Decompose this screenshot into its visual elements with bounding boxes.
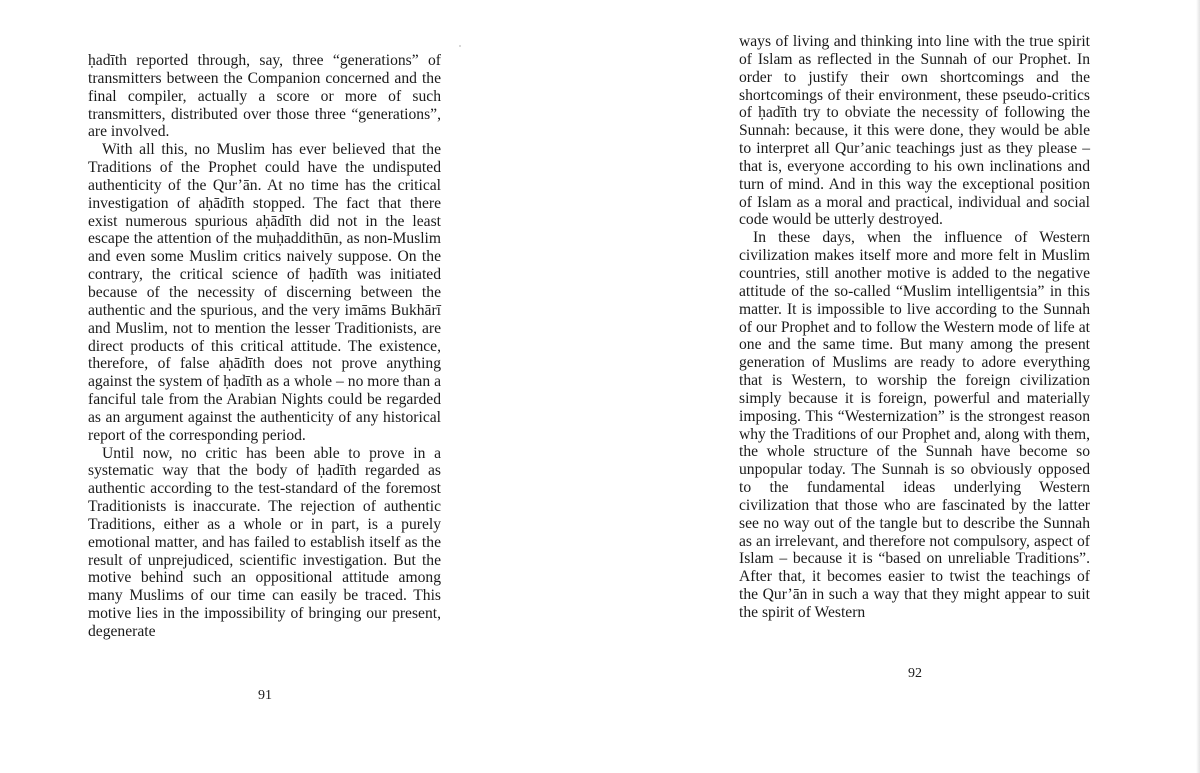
right-page-text xyxy=(739,33,1090,622)
right-page xyxy=(600,0,1200,773)
right-paragraph-2: In these days, when the influence of Western civilization makes itself more and more felt in Muslim countries, still another motive is added to the negative attitude of the so-called “Muslim intelligentsia” in this matter. It is impossible to live according to the Sunnah of our Prophet and to follow the Western mode of life at one and the same time. But many among the present generation of Muslims are ready to adore everything that is Western, to worship the foreign civilization simply because it is foreign, powerful and materially imposing. This “Westernization” is the strongest reason why the Traditions of our Prophet and, along with them, the whole structure of the Sunnah have become so unpopular today. The Sunnah is so obviously opposed to the fundamental ideas underlying Western civilization that those who are fascinated by the latter see no way out of the tangle but to describe the Sunnah as an irrelevant, and therefore not compulsory, aspect of Islam – because it is “based on unreliable Traditions”. After that, it becomes easier to twist the teachings of the Qur’ān in such a way that they might appear to suit the spirit of Western xyxy=(739,229,1090,621)
paper-speck xyxy=(459,45,461,47)
page-edge-shadow xyxy=(1196,0,1200,773)
right-paragraph-1: ways of living and thinking into line with the true spirit of Islam as reflected in the Sunnah of our Prophet. In order to justify their own shortcomings and the shortcomings of their environment, these pseudo-critics of ḥadīth try to obviate the necessity of following the Sunnah: because, it this were done, they would be able to interpret all Qur’anic teachings just as they please – that is, everyone according to his own inclinations and turn of mind. And in this way the exceptional position of Islam as a moral and practical, individual and social code would be utterly destroyed. xyxy=(739,33,1090,229)
left-page-number: 91 xyxy=(258,688,272,703)
left-paragraph-3: Until now, no critic has been able to prove in a systematic way that the body of ḥadīth regarded as authentic according to the test-standard of the foremost Traditionists is inaccurate. The rejection of authentic Traditions, either as a whole or in part, is a purely emotional matter, and has failed to establish itself as the result of unprejudiced, scientific investigation. But the motive behind such an oppositional attitude among many Muslims of our time can easily be traced. This motive lies in the impossibility of bringing our present, degenerate xyxy=(88,444,441,640)
left-page-text xyxy=(88,52,441,641)
left-paragraph-2: With all this, no Muslim has ever believed that the Traditions of the Prophet could have the undisputed authenticity of the Qur’ān. At no time has the critical investigation of aḥādīth stopped. The fact that there exist numerous spurious aḥādīth did not in the least escape the attention of the muḥaddithūn, as non-Muslim and even some Muslim critics naively suppose. On the contrary, the critical science of ḥadīth was initiated because of the necessity of discerning between the authentic and the spurious, and the very imāms Bukhārī and Muslim, not to mention the lesser Traditionists, are direct products of this critical attitude. The existence, therefore, of false aḥādīth does not prove anything against the system of ḥadīth as a whole – no more than a fanciful tale from the Arabian Nights could be regarded as an argument against the authenticity of any historical report of the corresponding period. xyxy=(88,141,441,444)
right-page-number: 92 xyxy=(908,666,922,681)
left-paragraph-1: ḥadīth reported through, say, three “generations” of transmitters between the Companion concerned and the final compiler, actually a score or more of such transmitters, distributed over those three “generations”, are involved. xyxy=(88,52,441,141)
